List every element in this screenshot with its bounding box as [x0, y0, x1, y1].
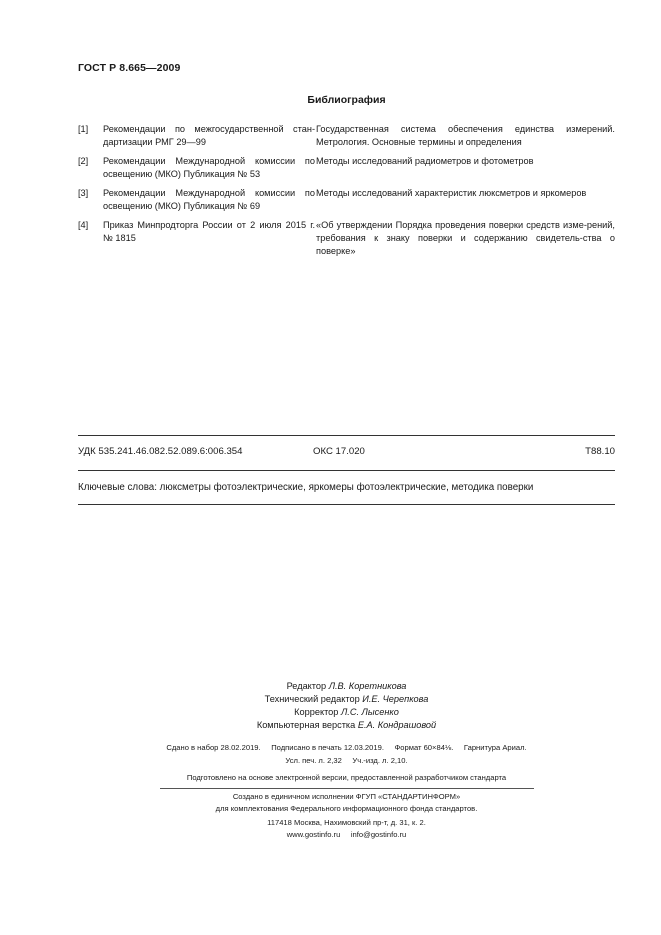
standard-number: ГОСТ Р 8.665—2009 — [78, 62, 181, 74]
entry-number: [1] — [78, 124, 89, 134]
entry-source: Рекомендации по межгосударственной стан-дартизации РМГ 29—99 — [103, 124, 315, 147]
entry-number: [4] — [78, 220, 89, 230]
entry-number: [3] — [78, 188, 89, 198]
keywords: Ключевые слова: люксметры фотоэлектрические, яркомеры фотоэлектрические, методика поверки — [78, 482, 534, 493]
credit-role: Компьютерная верстка — [256, 720, 356, 730]
publisher-contacts — [0, 829, 661, 841]
credits — [0, 680, 661, 732]
typeface: Гарнитура Ариал. — [463, 743, 527, 752]
entry-description: Государственная система обеспечения единства измерений. Метрология. Основные термины и определения — [316, 124, 615, 147]
credit-name: И.Е. Черепкова — [362, 694, 429, 704]
bibliography-title: Библиография — [307, 94, 386, 106]
credit-name: Л.В. Коретникова — [328, 681, 407, 691]
oks-code: ОКС 17.020 — [313, 446, 365, 457]
divider — [160, 788, 534, 789]
credit-line — [32, 693, 661, 706]
credit-line — [32, 680, 661, 693]
credit-role: Технический редактор — [264, 694, 360, 704]
divider — [78, 435, 615, 436]
divider — [78, 470, 615, 471]
print-sheets-conventional: Усл. печ. л. 2,32 — [285, 756, 342, 765]
publisher-line-1: Создано в единичном исполнении ФГУП «СТАНДАРТИНФОРМ» — [232, 792, 461, 801]
entry-source: Рекомендации Международной комиссии по освещению (МКО) Публикация № 53 — [103, 156, 315, 179]
entry-description: «Об утверждении Порядка проведения поверки средств изме-рений, требования к знаку поверки и содержанию свидетель-ства о поверке» — [316, 220, 615, 256]
entry-description: Методы исследований радиометров и фотометров — [316, 156, 534, 166]
credit-line — [32, 706, 661, 719]
publisher-address: 117418 Москва, Нахимовский пр-т, д. 31, к. 2. — [267, 818, 426, 827]
credit-role: Корректор — [294, 707, 339, 717]
print-details — [0, 742, 661, 754]
credit-name: Е.А. Кондрашовой — [357, 720, 437, 730]
divider — [78, 504, 615, 505]
email-link[interactable]: info@gostinfo.ru — [350, 830, 407, 839]
entry-source: Приказ Минпродторга России от 2 июля 2015 г. № 1815 — [103, 220, 315, 243]
entry-source: Рекомендации Международной комиссии по освещению (МКО) Публикация № 69 — [103, 188, 315, 211]
paper-format: Формат 60×84⅛. — [394, 743, 454, 752]
credit-name: Л.С. Лысенко — [340, 707, 399, 717]
entry-number: [2] — [78, 156, 89, 166]
credit-role: Редактор — [286, 681, 327, 691]
prepared-note: Подготовлено на основе электронной версии, предоставленной разработчиком стандарта — [186, 773, 507, 782]
classification-code: Т88.10 — [585, 446, 615, 457]
signed-date: Подписано в печать 12.03.2019. — [271, 743, 384, 752]
entry-description: Методы исследований характеристик люксметров и яркомеров — [316, 188, 587, 198]
website-link[interactable]: www.gostinfo.ru — [286, 830, 341, 839]
typeset-date: Сдано в набор 28.02.2019. — [166, 743, 261, 752]
credit-line — [32, 719, 661, 732]
publisher-line-2: для комплектования Федерального информационного фонда стандартов. — [215, 804, 478, 813]
print-sheets-publishing: Уч.-изд. л. 2,10. — [352, 756, 408, 765]
print-sheets — [0, 755, 661, 767]
udk-code: УДК 535.241.46.082.52.089.6:006.354 — [78, 446, 243, 457]
